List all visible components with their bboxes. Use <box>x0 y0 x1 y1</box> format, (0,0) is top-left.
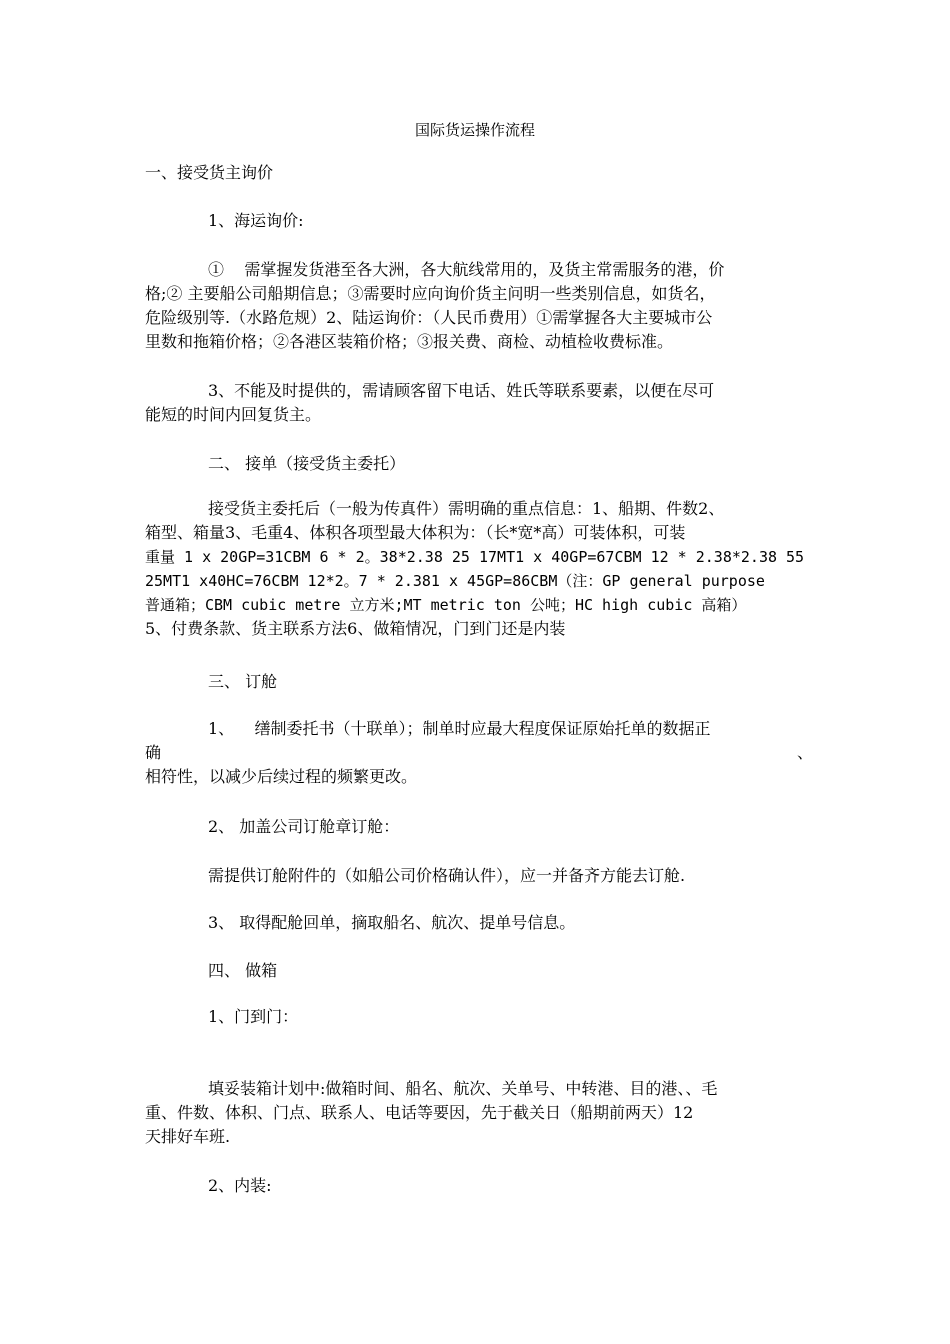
text-line: 格;② 主要船公司船期信息；③需要时应向询价货主问明一些类别信息，如货名， <box>145 284 716 303</box>
text-line: 填妥装箱计划中:做箱时间、船名、航次、关单号、中转港、目的港、、毛 <box>208 1079 718 1098</box>
text-line: 25MT1 x40HC=76CBM 12*2。7 * 2.381 x 45GP=86CBM（注：GP general purpose <box>145 572 765 590</box>
section-3-item-2-detail: 需提供订舱附件的（如船公司价格确认件），应一并备齐方能去订舱. <box>208 866 686 885</box>
section-3-heading: 三、 订舱 <box>208 672 278 691</box>
section-4-paragraph <box>145 1077 813 1149</box>
section-4-item-1: 1、门到门： <box>208 1007 299 1026</box>
section-3-item-1 <box>145 717 813 789</box>
text-line: 重、件数、体积、门点、联系人、电话等要因，先于截关日（船期前两天）12 <box>145 1103 694 1122</box>
section-4-heading: 四、 做箱 <box>208 961 278 980</box>
text-line <box>145 741 813 765</box>
text-line: 箱型、箱量3、毛重4、体积各项型最大体积为：（长*宽*高）可装体积，可装 <box>145 523 686 542</box>
text-line: 天排好车班. <box>145 1127 231 1146</box>
text-line: 1、 缮制委托书（十联单）；制单时应最大程度保证原始托单的数据正 <box>208 719 711 738</box>
text-line: 5、付费条款、货主联系方法6、做箱情况，门到门还是内装 <box>145 619 566 638</box>
text-line: 重量 1 x 20GP=31CBM 6 * 2。38*2.38 25 17MT1 x 40GP=67CBM 12 * 2.38*2.38 55 <box>145 548 805 566</box>
section-4-item-2: 2、内装: <box>208 1176 272 1195</box>
section-3-item-2: 2、 加盖公司订舱章订舱： <box>208 817 400 836</box>
text-line: ① 需掌握发货港至各大洲，各大航线常用的，及货主常需服务的港，价 <box>208 260 725 279</box>
text-line: 能短的时间内回复货主。 <box>145 405 322 424</box>
text-line: 接受货主委托后（一般为传真件）需明确的重点信息：1、船期、件数2、 <box>208 499 725 518</box>
section-2-heading: 二、 接单（接受货主委托） <box>208 454 406 473</box>
text-line: 相符性，以减少后续过程的频繁更改。 <box>145 767 418 786</box>
section-3-item-3: 3、 取得配舱回单，摘取船名、航次、提单号信息。 <box>208 913 576 932</box>
section-2-paragraph <box>145 497 813 641</box>
text-line: 危险级别等.（水路危规）2、陆运询价：（人民币费用）①需掌握各大主要城市公 <box>145 308 713 327</box>
text-line: 普通箱；CBM cubic metre 立方米;MT metric ton 公吨；HC high cubic 高箱） <box>145 596 747 614</box>
section-1-item-1: 1、海运询价: <box>208 211 304 230</box>
text-fragment: 确 <box>145 743 162 762</box>
text-line: 里数和拖箱价格；②各港区装箱价格；③报关费、商检、动植检收费标准。 <box>145 332 674 351</box>
section-1-paragraph-1 <box>145 258 813 354</box>
text-fragment: 、 <box>796 743 813 762</box>
section-1-paragraph-2 <box>145 379 813 427</box>
document-title: 国际货运操作流程 <box>414 121 535 139</box>
text-line: 3、不能及时提供的，需请顾客留下电话、姓氏等联系要素，以便在尽可 <box>208 381 715 400</box>
section-1-heading: 一、接受货主询价 <box>145 163 274 182</box>
